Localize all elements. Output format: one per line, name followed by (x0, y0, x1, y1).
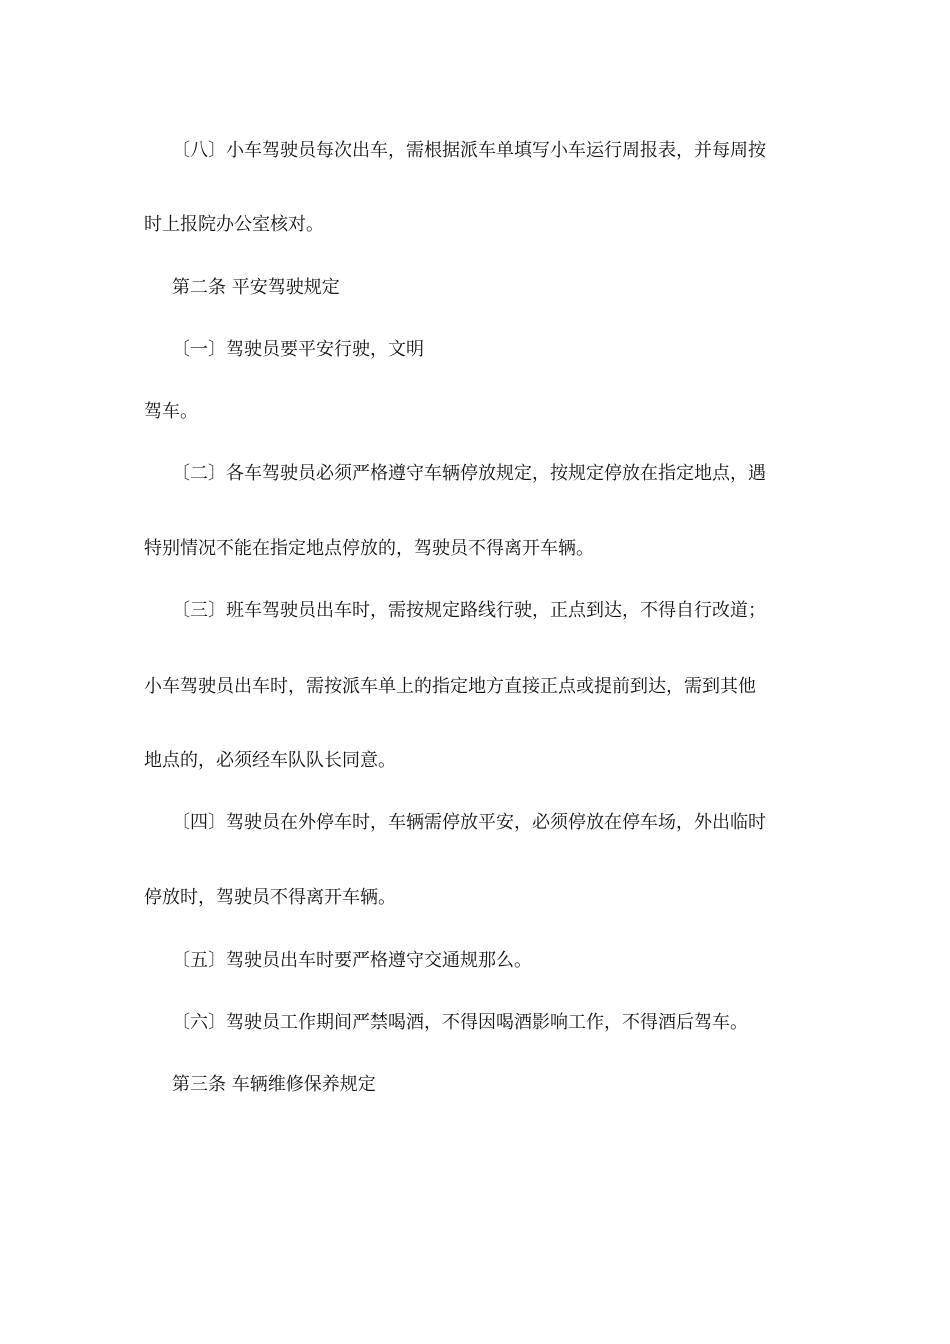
paragraph-item-3-line-3: 地点的，必须经车队队长同意。 (144, 750, 396, 771)
paragraph-item-4-line-2: 停放时，驾驶员不得离开车辆。 (144, 887, 396, 908)
paragraph-item-6: 〔六〕驾驶员工作期间严禁喝酒，不得因喝酒影响工作，不得酒后驾车。 (172, 1012, 748, 1033)
paragraph-item-8-line-1: 〔八〕小车驾驶员每次出车，需根据派车单填写小车运行周报表，并每周按 (172, 140, 766, 161)
paragraph-item-8-line-2: 时上报院办公室核对。 (144, 214, 324, 235)
paragraph-item-3-line-1: 〔三〕班车驾驶员出车时，需按规定路线行驶，正点到达，不得自行改道； (172, 600, 766, 621)
paragraph-item-2-line-2: 特别情况不能在指定地点停放的，驾驶员不得离开车辆。 (144, 538, 594, 559)
paragraph-item-4-line-1: 〔四〕驾驶员在外停车时，车辆需停放平安，必须停放在停车场，外出临时 (172, 812, 766, 833)
paragraph-item-5: 〔五〕驾驶员出车时要严格遵守交通规那么。 (172, 950, 532, 971)
paragraph-item-1-line-2: 驾车。 (144, 401, 198, 422)
paragraph-item-3-line-2: 小车驾驶员出车时，需按派车单上的指定地方直接正点或提前到达，需到其他 (144, 676, 756, 697)
paragraph-item-1-line-1: 〔一〕驾驶员要平安行驶，文明 (172, 339, 424, 360)
paragraph-item-2-line-1: 〔二〕各车驾驶员必须严格遵守车辆停放规定，按规定停放在指定地点，遇 (172, 463, 766, 484)
article-3-heading: 第三条 车辆维修保养规定 (172, 1074, 376, 1095)
article-2-heading: 第二条 平安驾驶规定 (172, 277, 340, 298)
